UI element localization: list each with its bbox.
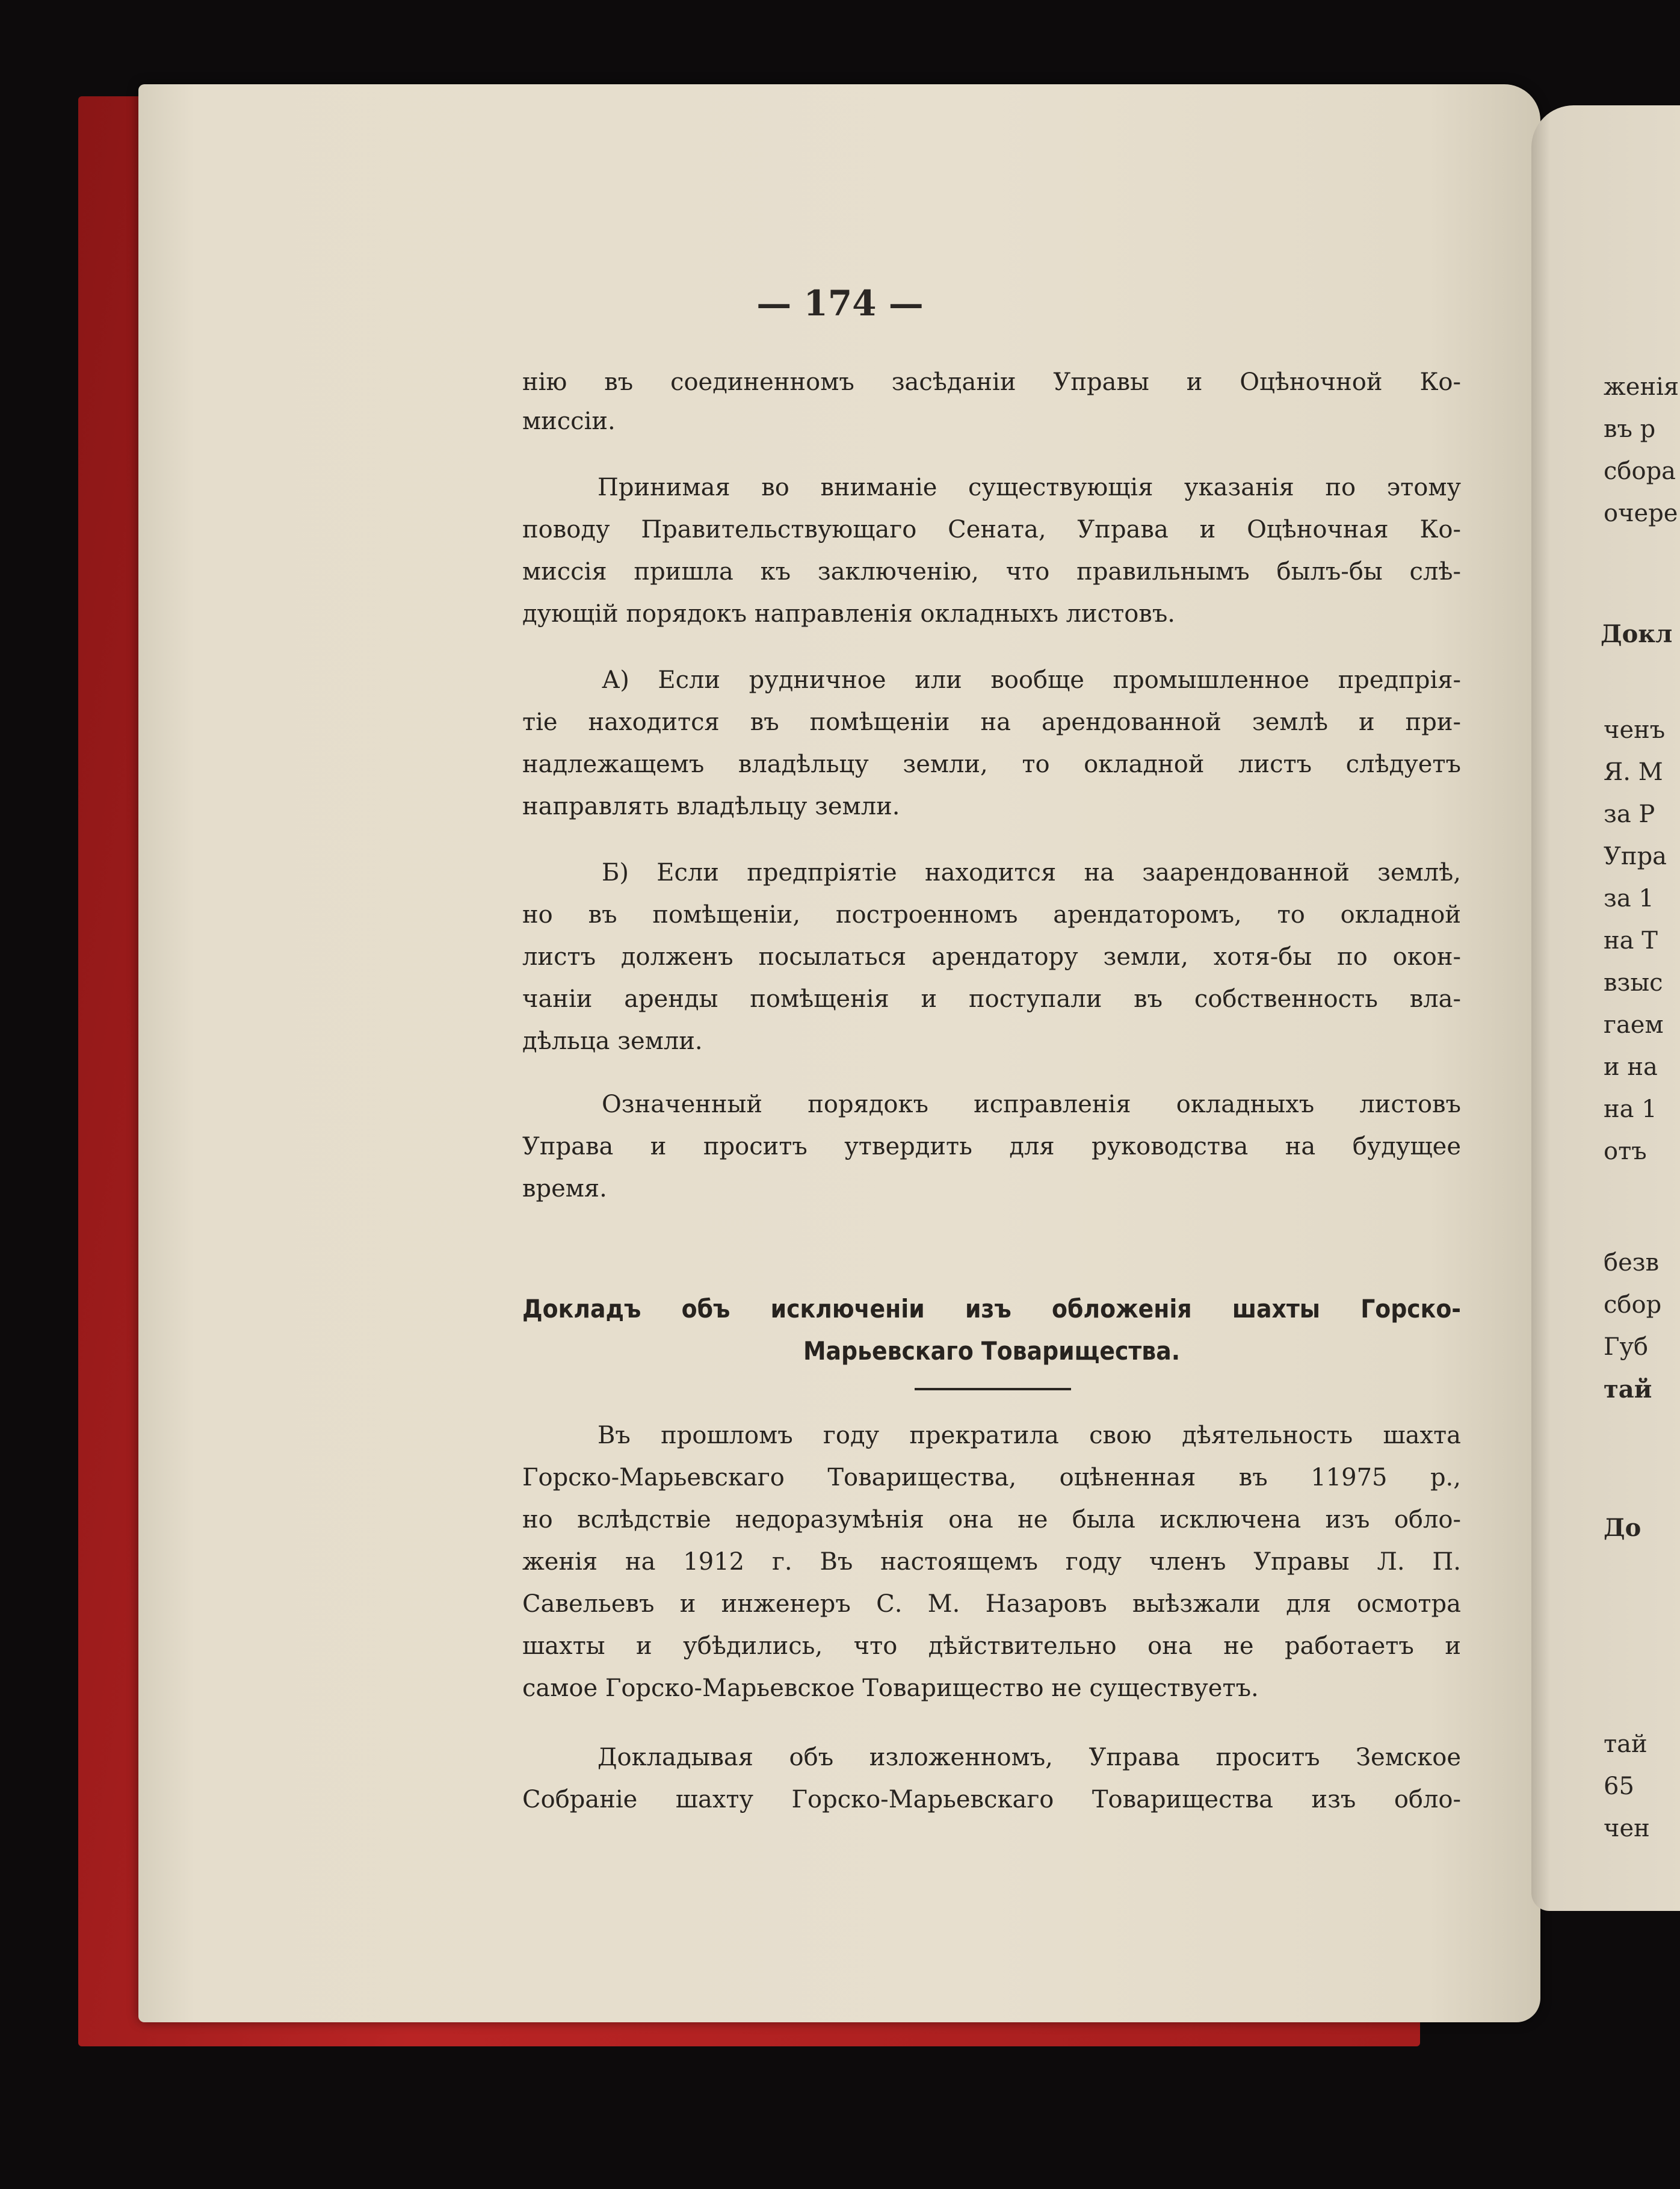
next-page-fragment: отъ <box>1604 1138 1647 1165</box>
next-page-edge <box>1531 105 1680 1911</box>
next-page-fragment: гаем <box>1604 1011 1664 1039</box>
next-page-fragment: очере <box>1604 500 1678 527</box>
next-page-fragment: До <box>1604 1514 1641 1542</box>
text-line: Управа и проситъ утвердить для руководства на будущее <box>522 1133 1461 1160</box>
next-page-fragment: Упра <box>1604 843 1667 870</box>
text-line: Б) Если предпріятіе находится на заарендованной землѣ, <box>602 859 1461 887</box>
next-page-fragment: на 1 <box>1604 1095 1657 1123</box>
next-page-fragment: за 1 <box>1604 885 1654 912</box>
next-page-fragment: Я. М <box>1604 758 1663 786</box>
next-page-fragment: сбор <box>1604 1291 1662 1319</box>
text-line: тіе находится въ помѣщеніи на арендованной землѣ и при- <box>522 708 1461 736</box>
next-page-fragment: за Р <box>1604 800 1655 828</box>
text-line: поводу Правительствующаго Сената, Управа и Оцѣночная Ко- <box>522 516 1461 543</box>
next-page-fragment: Губ <box>1604 1333 1649 1361</box>
text-line: время. <box>522 1175 607 1203</box>
text-line: но вслѣдствіе недоразумѣнія она не была исключена изъ обло- <box>522 1506 1461 1534</box>
next-page-fragment: тай <box>1604 1375 1652 1404</box>
next-page-fragment: 65 <box>1604 1773 1634 1800</box>
next-page-fragment: сбора <box>1604 457 1676 485</box>
text-line: чаніи аренды помѣщенія и поступали въ собственность вла- <box>522 985 1461 1013</box>
text-line: листъ долженъ посылаться арендатору земли, хотя-бы по окон- <box>522 943 1461 971</box>
next-page-fragment: Докл <box>1601 620 1673 648</box>
section-divider <box>915 1388 1071 1390</box>
text-line: Въ прошломъ году прекратила свою дѣятельность шахта <box>598 1422 1461 1449</box>
text-line: Принимая во вниманіе существующія указанія по этому <box>598 474 1461 501</box>
text-line: Савельевъ и инженеръ С. М. Назаровъ выѣзжали для осмотра <box>522 1590 1461 1618</box>
section-heading: Докладъ объ исключеніи изъ обложенія шахты Горско- <box>522 1294 1461 1324</box>
text-line: направлять владѣльцу земли. <box>522 793 900 820</box>
next-page-fragment: и на <box>1604 1053 1658 1081</box>
next-page-fragment: безв <box>1604 1249 1660 1277</box>
text-line: шахты и убѣдились, что дѣйствительно она не работаетъ и <box>522 1632 1461 1660</box>
text-line: женія на 1912 г. Въ настоящемъ году членъ Управы Л. П. <box>522 1548 1461 1576</box>
text-line: Означенный порядокъ исправленія окладныхъ листовъ <box>602 1091 1461 1118</box>
next-page-fragment: женія <box>1604 373 1679 401</box>
text-line: А) Если рудничное или вообще промышленное предпрія- <box>602 666 1461 694</box>
page-number: — 174 — <box>756 283 924 324</box>
next-page-fragment: тай <box>1604 1730 1648 1758</box>
text-line: нію въ соединенномъ засѣданіи Управы и Оцѣночной Ко- <box>522 368 1461 396</box>
next-page-fragment: взыс <box>1604 969 1663 997</box>
text-line: миссіи. <box>522 407 616 435</box>
text-line: дѣльца земли. <box>522 1027 703 1055</box>
text-line: самое Горско-Марьевское Товарищество не существуетъ. <box>522 1674 1259 1702</box>
next-page-fragment: ченъ <box>1604 716 1666 744</box>
text-line: Горско-Марьевскаго Товарищества, оцѣненная въ 11975 р., <box>522 1464 1461 1491</box>
text-line: Собраніе шахту Горско-Марьевскаго Товарищества изъ обло- <box>522 1786 1461 1813</box>
next-page-fragment: на Т <box>1604 927 1658 955</box>
text-line: но въ помѣщеніи, построенномъ арендаторомъ, то окладной <box>522 901 1461 929</box>
text-line: миссія пришла къ заключенію, что правильнымъ былъ-бы слѣ- <box>522 558 1461 586</box>
text-line: Докладывая объ изложенномъ, Управа проситъ Земское <box>598 1744 1461 1771</box>
text-line: надлежащемъ владѣльцу земли, то окладной листъ слѣдуетъ <box>522 751 1461 778</box>
next-page-fragment: чен <box>1604 1815 1650 1842</box>
next-page-fragment: въ р <box>1604 415 1656 443</box>
section-heading: Марьевскаго Товарищества. <box>803 1336 1181 1366</box>
text-line: дующій порядокъ направленія окладныхъ листовъ. <box>522 600 1175 628</box>
